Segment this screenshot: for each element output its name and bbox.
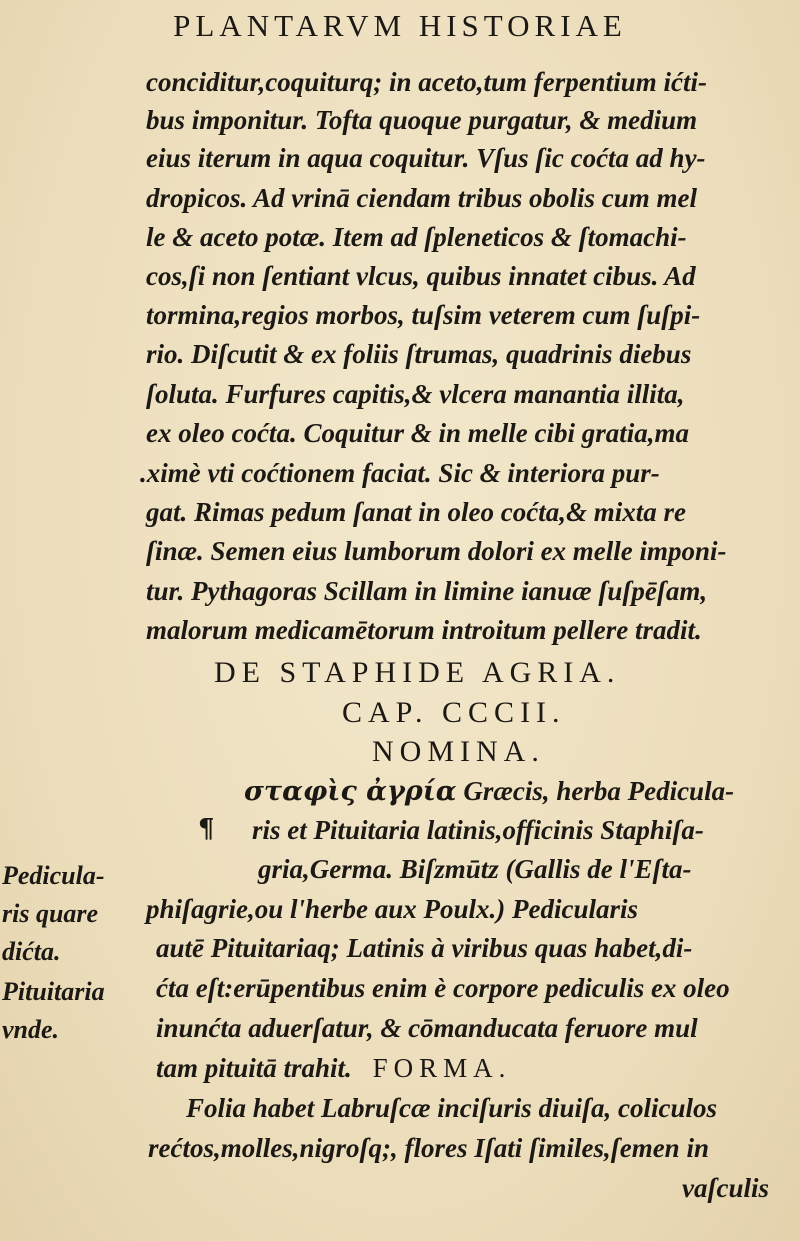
chapter-number: CAP. CCCII. — [342, 696, 566, 729]
margin-note: Pituitaria — [2, 977, 105, 1006]
nomina-text: Græcis, herba Pedicula- — [456, 776, 735, 806]
margin-note: vnde. — [2, 1015, 60, 1044]
body-line: tormina,regios morbos, tuſsim veterem cum ſuſpi- — [146, 300, 701, 330]
section-heading-forma: FORMA. — [372, 1053, 512, 1083]
running-head: PLANTARVM HISTORIAE — [173, 8, 627, 43]
body-line: ex oleo coćta. Coquitur & in melle cibi gratia,ma — [146, 418, 689, 448]
body-line: ſoluta. Furfures capitis,& vlcera manantia illita, — [146, 379, 685, 409]
section-heading-nomina: NOMINA. — [372, 735, 545, 768]
body-line: rio. Diſcutit & ex foliis ſtrumas, quadrinis diebus — [146, 339, 692, 369]
chapter-heading: DE STAPHIDE AGRIA. — [214, 656, 621, 689]
nomina-line: inunćta aduerſatur, & cōmanducata feruore mul — [156, 1013, 698, 1043]
nomina-line — [156, 1052, 511, 1084]
body-line: bus imponitur. Tofta quoque purgatur, & medium — [146, 105, 698, 135]
pilcrow-mark: ¶ — [198, 814, 215, 844]
nomina-line: ćta eſt:erūpentibus enim è corpore pediculis ex oleo — [156, 973, 730, 1003]
body-line: gat. Rimas pedum ſanat in oleo coćta,& mixta re — [146, 497, 686, 527]
margin-note: dićta. — [2, 937, 61, 966]
nomina-line — [244, 775, 734, 808]
nomina-text: tam pituitā trahit. — [156, 1053, 352, 1083]
nomina-line: gria,Germa. Biſzmūtz (Gallis de l'Eſta- — [258, 854, 692, 884]
body-line: conciditur,coquiturq; in aceto,tum ferpentium ićti- — [146, 67, 708, 97]
nomina-line: ris et Pituitaria latinis,officinis Staphiſa- — [252, 815, 704, 845]
body-line: cos,ſi non ſentiant vlcus, quibus innatet cibus. Ad — [146, 261, 696, 291]
body-line: tur. Pythagoras Scillam in limine ianuæ ſuſpēſam, — [146, 576, 708, 606]
nomina-line: autē Pituitariaq; Latinis à viribus quas habet,di- — [156, 933, 693, 963]
body-line: ſinæ. Semen eius lumborum dolori ex melle imponi- — [146, 536, 727, 566]
margin-note: Pedicula- — [2, 861, 105, 890]
body-line: dropicos. Ad vrinā ciendam tribus obolis cum mel — [146, 183, 698, 213]
greek-name: σταφὶς ἀγρία — [244, 776, 457, 807]
body-line: .ximè vti coćtionem faciat. Sic & interiora pur- — [140, 458, 660, 488]
body-line: le & aceto potæ. Item ad ſpleneticos & ſtomachi- — [146, 222, 687, 252]
forma-line: vaſculis — [682, 1173, 769, 1203]
body-line: malorum medicamētorum introitum pellere tradit. — [146, 615, 702, 645]
margin-note: ris quare — [2, 899, 99, 928]
forma-line: rećtos,molles,nigroſq;, flores Iſati ſimiles,ſemen in — [148, 1133, 709, 1163]
body-line: eius iterum in aqua coquitur. Vſus ſic coćta ad hy- — [146, 143, 706, 173]
nomina-line: phiſagrie,ou l'herbe aux Poulx.) Pedicularis — [146, 894, 639, 924]
forma-line: Folia habet Labruſcæ inciſuris diuiſa, coliculos — [186, 1093, 718, 1123]
